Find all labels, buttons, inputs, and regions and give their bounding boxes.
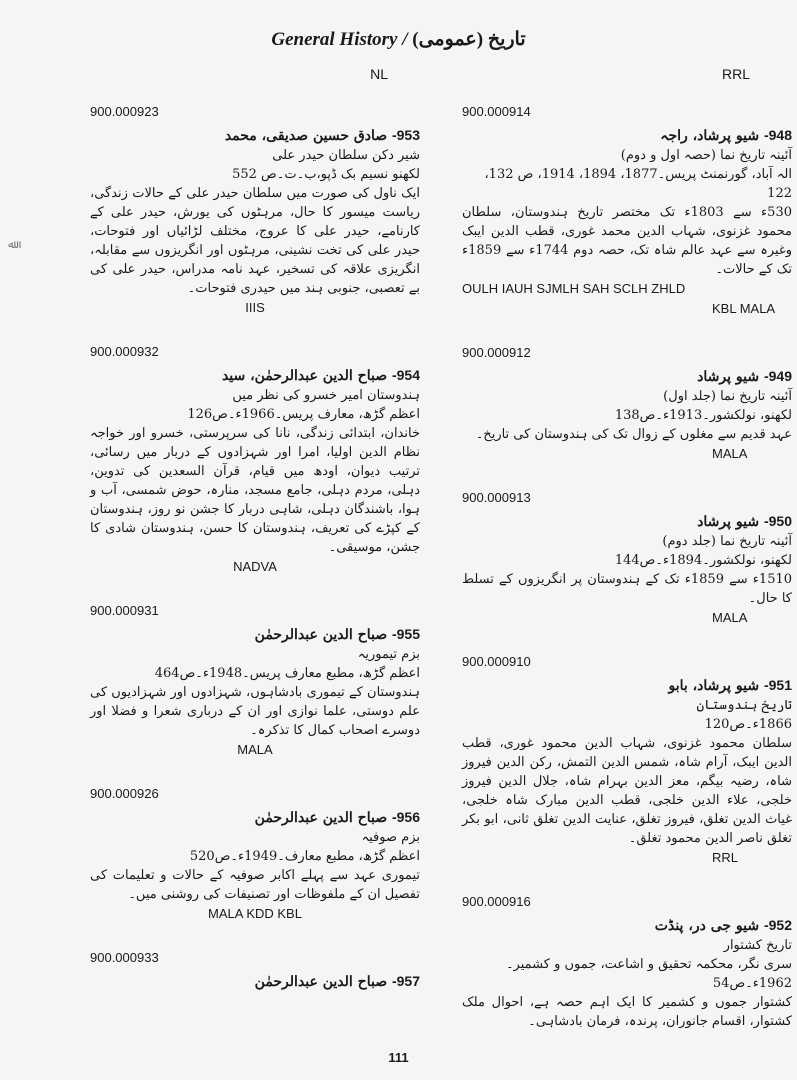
page-number: 111 bbox=[388, 1050, 409, 1065]
page-header bbox=[0, 28, 797, 51]
entry-author: شیو پرشاد، بابو bbox=[668, 678, 760, 694]
entry-imprint: اعظم گڑھ، مطبع معارف۔1949ء۔ص520 bbox=[189, 849, 420, 864]
entry-number: 951- bbox=[763, 677, 792, 693]
entry-title: تاریخ کشتوار bbox=[723, 938, 792, 953]
call-number: 900.000914 bbox=[462, 104, 531, 119]
entry-imprint: لکھنو نسیم بک ڈپو،ب۔ت۔ص 552 bbox=[232, 167, 420, 182]
entry-imprint: اعظم گڑھ، مطبع معارف پریس۔1948ء۔ص464 bbox=[154, 666, 420, 681]
entry-libraries: MALA KDD KBL bbox=[208, 906, 302, 921]
entry-title: آئینہ تاریخ نما (حصہ اول و دوم) bbox=[620, 148, 792, 163]
entry-libraries: IIIS bbox=[245, 300, 265, 315]
entry-heading bbox=[462, 675, 792, 696]
catalog-entry bbox=[462, 490, 792, 628]
entry-description: کشتوار جموں و کشمیر کا ایک اہم حصہ ہے، احوال ملک کشتوار، اقسام جانوران، پرندہ، فرمان بادشاہی۔ bbox=[462, 995, 792, 1029]
call-number: 900.000931 bbox=[90, 603, 159, 618]
call-number: 900.000913 bbox=[462, 490, 531, 505]
call-number: 900.000910 bbox=[462, 654, 531, 669]
entry-subject-codes: OULH IAUH SJMLH SAH SCLH ZHLD bbox=[462, 281, 686, 296]
entry-number: 950- bbox=[763, 513, 792, 529]
entry-imprint: سری نگر، محکمہ تحقیق و اشاعت، جموں و کشمیر۔1962ء۔ص54 bbox=[505, 957, 792, 991]
entry-title: تاریخ ہندوستان bbox=[696, 698, 792, 713]
entry-imprint: اعظم گڑھ، معارف پریس۔1966ء۔ص126 bbox=[187, 407, 420, 422]
left-column bbox=[90, 66, 420, 1018]
entry-title: بزم تیموریہ bbox=[357, 647, 420, 662]
entry-description: ہندوستان کے تیموری بادشاہوں، شہزادوں اور شہزادیوں کی علم دوستی، علما نوازی اور ان کے درباری شعرا و فضلا اور دوسرے اصحاب کمال کا تذکرہ۔ bbox=[90, 685, 420, 738]
entry-libraries: RRL bbox=[712, 850, 739, 865]
entry-heading bbox=[90, 624, 420, 645]
entry-number: 955- bbox=[391, 626, 420, 642]
entry-heading bbox=[462, 915, 792, 936]
catalog-entry bbox=[90, 104, 420, 318]
entry-number: 954- bbox=[391, 367, 420, 383]
entry-author: صباح الدین عبدالرحمٰن، سید bbox=[221, 368, 388, 384]
catalog-entry bbox=[462, 104, 792, 319]
catalog-entry bbox=[462, 345, 792, 464]
call-number: 900.000926 bbox=[90, 786, 159, 801]
call-number: 900.000916 bbox=[462, 894, 531, 909]
entry-author: شیو پرشاد، راجہ bbox=[660, 128, 760, 144]
call-number: 900.000912 bbox=[462, 345, 531, 360]
entry-imprint: الہ آباد، گورنمنٹ پریس۔1877، 1894، 1914، ص 132، 122 bbox=[484, 167, 792, 201]
entry-description: تیموری عہد سے پہلے اکابر صوفیہ کے حالات و تعلیمات کی تفصیل ان کے ملفوظات اور تصنیفات کی روشنی میں۔ bbox=[90, 868, 420, 902]
entry-author: صادق حسین صدیقی، محمد bbox=[224, 128, 388, 144]
entry-libraries: MALA bbox=[712, 446, 748, 461]
entry-imprint: لکھنو، نولکشور۔1894ء۔ص144 bbox=[614, 553, 792, 568]
entry-description: 530ء سے 1803ء تک مختصر تاریخ ہندوستان، سلطان محمود غزنوی، شہاب الدین محمد غوری، قطب الدین ایبک وغیرہ سے عہد عالم شاہ تک، حصہ دوم 1744ء سے 1859ء تک کے حالات۔ bbox=[462, 205, 792, 277]
entry-heading bbox=[90, 365, 420, 386]
entry-description: عہد قدیم سے مغلوں کے زوال تک کی ہندوستان کی تاریخ۔ bbox=[475, 427, 792, 442]
call-number: 900.000932 bbox=[90, 344, 159, 359]
entry-libraries: MALA bbox=[237, 742, 273, 757]
entry-author: صباح الدین عبدالرحمٰن bbox=[254, 974, 388, 990]
entry-number: 956- bbox=[391, 809, 420, 825]
entry-number: 948- bbox=[763, 127, 792, 143]
entry-author: شیو پرشاد bbox=[697, 369, 760, 385]
entry-heading bbox=[462, 511, 792, 532]
entry-title: بزم صوفیہ bbox=[361, 830, 420, 845]
entry-title: شیر دکن سلطان حیدر علی bbox=[272, 148, 420, 163]
entry-heading bbox=[462, 366, 792, 387]
catalog-entry bbox=[90, 786, 420, 924]
entry-heading bbox=[90, 807, 420, 828]
entry-imprint: لکھنو، نولکشور۔1913ء۔ص138 bbox=[614, 408, 792, 423]
catalog-entry bbox=[90, 603, 420, 760]
entry-author: شیو جی در، پنڈت bbox=[654, 918, 760, 934]
entry-description: 1510ء سے 1859ء تک کے ہندوستان پر انگریزوں کے تسلط کا حال۔ bbox=[462, 572, 793, 606]
entry-heading bbox=[90, 125, 420, 146]
entry-libraries: NADVA bbox=[233, 559, 277, 574]
entry-author: شیو پرشاد bbox=[697, 514, 760, 530]
entry-number: 953- bbox=[391, 127, 420, 143]
entry-title: ہندوستان امیر خسرو کی نظر میں bbox=[232, 388, 420, 403]
column-library-tag: RRL bbox=[722, 66, 751, 82]
entry-number: 952- bbox=[763, 917, 792, 933]
right-column bbox=[462, 66, 792, 1057]
entry-heading bbox=[462, 125, 792, 146]
entry-author: صباح الدین عبدالرحمٰن bbox=[254, 810, 388, 826]
entry-description: ایک ناول کی صورت میں سلطان حیدر علی کے حالات زندگی، ریاست میسور کا حال، مرہٹوں کی یورش، حیدر علی کے کارنامے، حیدر علی کا عروج، مختلف لڑائیاں اور فتوحات، حیدر علی کی تخت نشینی، مرہٹوں اور انگریزوں سے مقابلہ، انگریزی علاقہ کی تسخیر، عہد نامہ مدراس، حیدر علی کی بے تعصبی، جنوبی ہند میں حیدری فتوحات۔ bbox=[90, 186, 420, 296]
entry-title: آئینہ تاریخ نما (جلد دوم) bbox=[662, 534, 792, 549]
entry-number: 957- bbox=[391, 973, 420, 989]
column-library-tag: NL bbox=[370, 66, 388, 82]
entry-heading bbox=[90, 971, 420, 992]
catalog-entry bbox=[462, 894, 792, 1031]
header-title-en: General History / bbox=[271, 29, 413, 50]
catalog-entry bbox=[90, 950, 420, 992]
call-number: 900.000923 bbox=[90, 104, 159, 119]
call-number: 900.000933 bbox=[90, 950, 159, 965]
entry-description: خاندان، ابتدائی زندگی، نانا کی سرپرستی، خسرو اور خواجہ نظام الدین اولیا، امرا اور شہزادوں کے دربار میں رسائی، ترتیب دیوان، اودھ میں قیام، قرآن السعدین کی تدوین، دہلی، مردم دہلی، جامع مسجد، منارہ، حوض شمسی، آب و ہوا، باشندگان دہلی، شاہی دربار کا جشن نو روز، ہندوستان کے کپڑے کی تعریف، ہندوستان کا حسن، ہندوستان شادی کا جشن، موسیقی۔ bbox=[90, 426, 420, 555]
entry-libraries: KBL MALA bbox=[712, 301, 776, 316]
entry-title: آئینہ تاریخ نما (جلد اول) bbox=[663, 389, 792, 404]
catalog-entry bbox=[462, 654, 792, 868]
header-title-ur: تاریخ (عمومی) bbox=[412, 29, 526, 50]
entry-libraries: MALA bbox=[712, 610, 748, 625]
entry-imprint: 1866ء۔ص120 bbox=[704, 717, 792, 732]
entry-number: 949- bbox=[763, 368, 792, 384]
catalog-entry bbox=[90, 344, 420, 577]
entry-description: سلطان محمود غزنوی، شہاب الدین محمود غوری، قطب الدین ایبک، آرام شاہ، شمس الدین التمش، رکن الدین فیروز شاہ، رضیہ بیگم، معز الدین بہرام شاہ، جلال الدین فیروز خلجی، علاء الدین خلجی، قطب الدین مبارک شاہ خلجی، غیاث الدین تغلق، فیروز تغلق، عنایت الدین تغلق ثانی، ابو بکر تغلق ناصر الدین محمود تغلق۔ bbox=[462, 736, 792, 846]
entry-author: صباح الدین عبدالرحمٰن bbox=[254, 627, 388, 643]
margin-mark: ﷲ bbox=[8, 238, 15, 251]
